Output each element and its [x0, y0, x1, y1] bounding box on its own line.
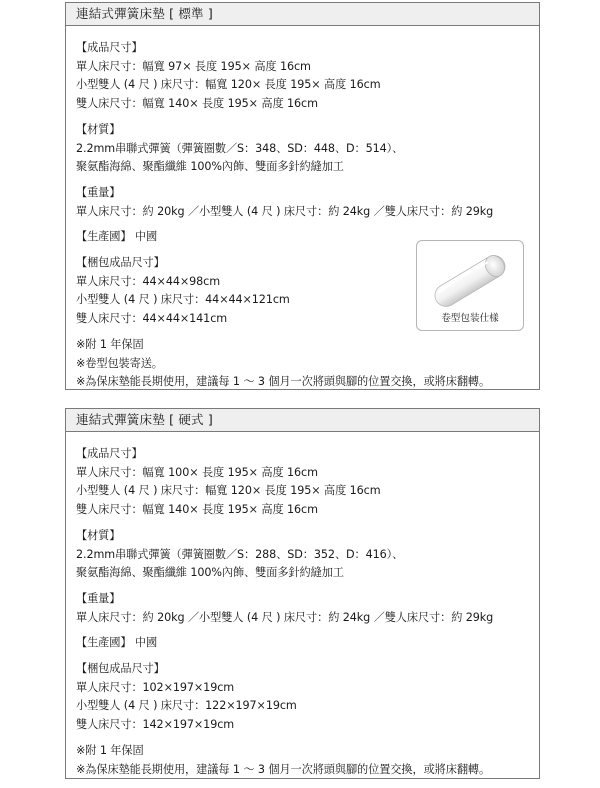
size-line-double: 雙人床尺寸：幅寬 140× 長度 195× 高度 16cm — [76, 503, 318, 517]
size-line-semi-double: 小型雙人 (4 尺 ) 床尺寸：幅寬 120× 長度 195× 高度 16cm — [76, 78, 381, 92]
note-warranty: ※附 1 年保固 — [76, 337, 144, 351]
origin-line: 【生產國】 中國 — [76, 230, 158, 244]
size-section — [76, 39, 539, 114]
figure-caption: 卷型包装仕樣 — [441, 313, 499, 324]
notes-section — [76, 742, 539, 779]
weight-section — [76, 590, 539, 627]
spec-panel-firm — [65, 408, 540, 779]
material-line-fabric: 聚氨酯海綿、聚酯纖維 100%內飾、雙面多針約縫加工 — [76, 160, 344, 174]
note-rotation: ※為保床墊能長期使用，建議每 1 ～ 3 個月一次將頭與腳的位置交換，或將床翻轉。 — [76, 375, 491, 389]
panel-title: 連結式彈簧床墊 [ 硬式 ] — [66, 409, 539, 432]
size-line-single: 單人床尺寸：幅寬 100× 長度 195× 高度 16cm — [76, 465, 318, 479]
weight-line: 單人床尺寸：約 20kg ／小型雙人 (4 尺 ) 床尺寸：約 24kg ／雙人床尺寸：約 29kg — [76, 610, 494, 624]
notes-section — [76, 336, 539, 392]
size-line-single: 單人床尺寸：幅寬 97× 長度 195× 高度 16cm — [76, 59, 311, 73]
package-line-semi-double: 小型雙人 (4 尺 ) 床尺寸：122×197×19cm — [76, 699, 297, 713]
size-line-semi-double: 小型雙人 (4 尺 ) 床尺寸：幅寬 120× 長度 195× 高度 16cm — [76, 484, 381, 498]
package-header: 【梱包成品尺寸】 — [76, 662, 165, 676]
origin-line: 【生產國】 中國 — [76, 636, 158, 650]
material-line-fabric: 聚氨酯海綿、聚酯纖維 100%內飾、雙面多針約縫加工 — [76, 566, 344, 580]
rolled-package-figure — [416, 240, 524, 331]
weight-section — [76, 184, 539, 221]
package-line-double: 雙人床尺寸：142×197×19cm — [76, 718, 235, 732]
spec-panel-standard — [65, 2, 540, 390]
panel-body — [66, 432, 539, 779]
material-header: 【材質】 — [76, 528, 121, 542]
weight-header: 【重量】 — [76, 591, 121, 605]
package-line-double: 雙人床尺寸：44×44×141cm — [76, 312, 228, 326]
material-line-spring: 2.2mm串聯式彈簧（彈簧圈數／S：348、SD：448、D：514）、 — [76, 141, 404, 155]
rolled-mattress-image — [425, 247, 515, 311]
weight-line: 單人床尺寸：約 20kg ／小型雙人 (4 尺 ) 床尺寸：約 24kg ／雙人床尺寸：約 29kg — [76, 204, 494, 218]
size-header: 【成品尺寸】 — [76, 41, 143, 54]
note-rotation: ※為保床墊能長期使用，建議每 1 ～ 3 個月一次將頭與腳的位置交換，或將床翻轉。 — [76, 762, 491, 776]
package-line-semi-double: 小型雙人 (4 尺 ) 床尺寸：44×44×121cm — [76, 293, 290, 307]
material-section — [76, 121, 539, 177]
package-line-single: 單人床尺寸：44×44×98cm — [76, 274, 221, 288]
material-section — [76, 527, 539, 583]
size-line-double: 雙人床尺寸：幅寬 140× 長度 195× 高度 16cm — [76, 97, 318, 111]
package-line-single: 單人床尺寸：102×197×19cm — [76, 680, 235, 694]
size-section — [76, 445, 539, 520]
note-rolled-shipping: ※卷型包裝寄送。 — [76, 356, 163, 370]
note-warranty: ※附 1 年保固 — [76, 743, 144, 757]
material-header: 【材質】 — [76, 122, 121, 136]
package-header: 【梱包成品尺寸】 — [76, 256, 165, 270]
weight-header: 【重量】 — [76, 185, 121, 199]
panel-body — [66, 26, 539, 392]
material-line-spring: 2.2mm串聯式彈簧（彈簧圈數／S：288、SD：352、D：416）、 — [76, 547, 404, 561]
size-header: 【成品尺寸】 — [76, 447, 143, 460]
origin-section — [76, 634, 539, 653]
package-section — [76, 660, 539, 735]
panel-title: 連結式彈簧床墊 [ 標準 ] — [66, 3, 539, 26]
